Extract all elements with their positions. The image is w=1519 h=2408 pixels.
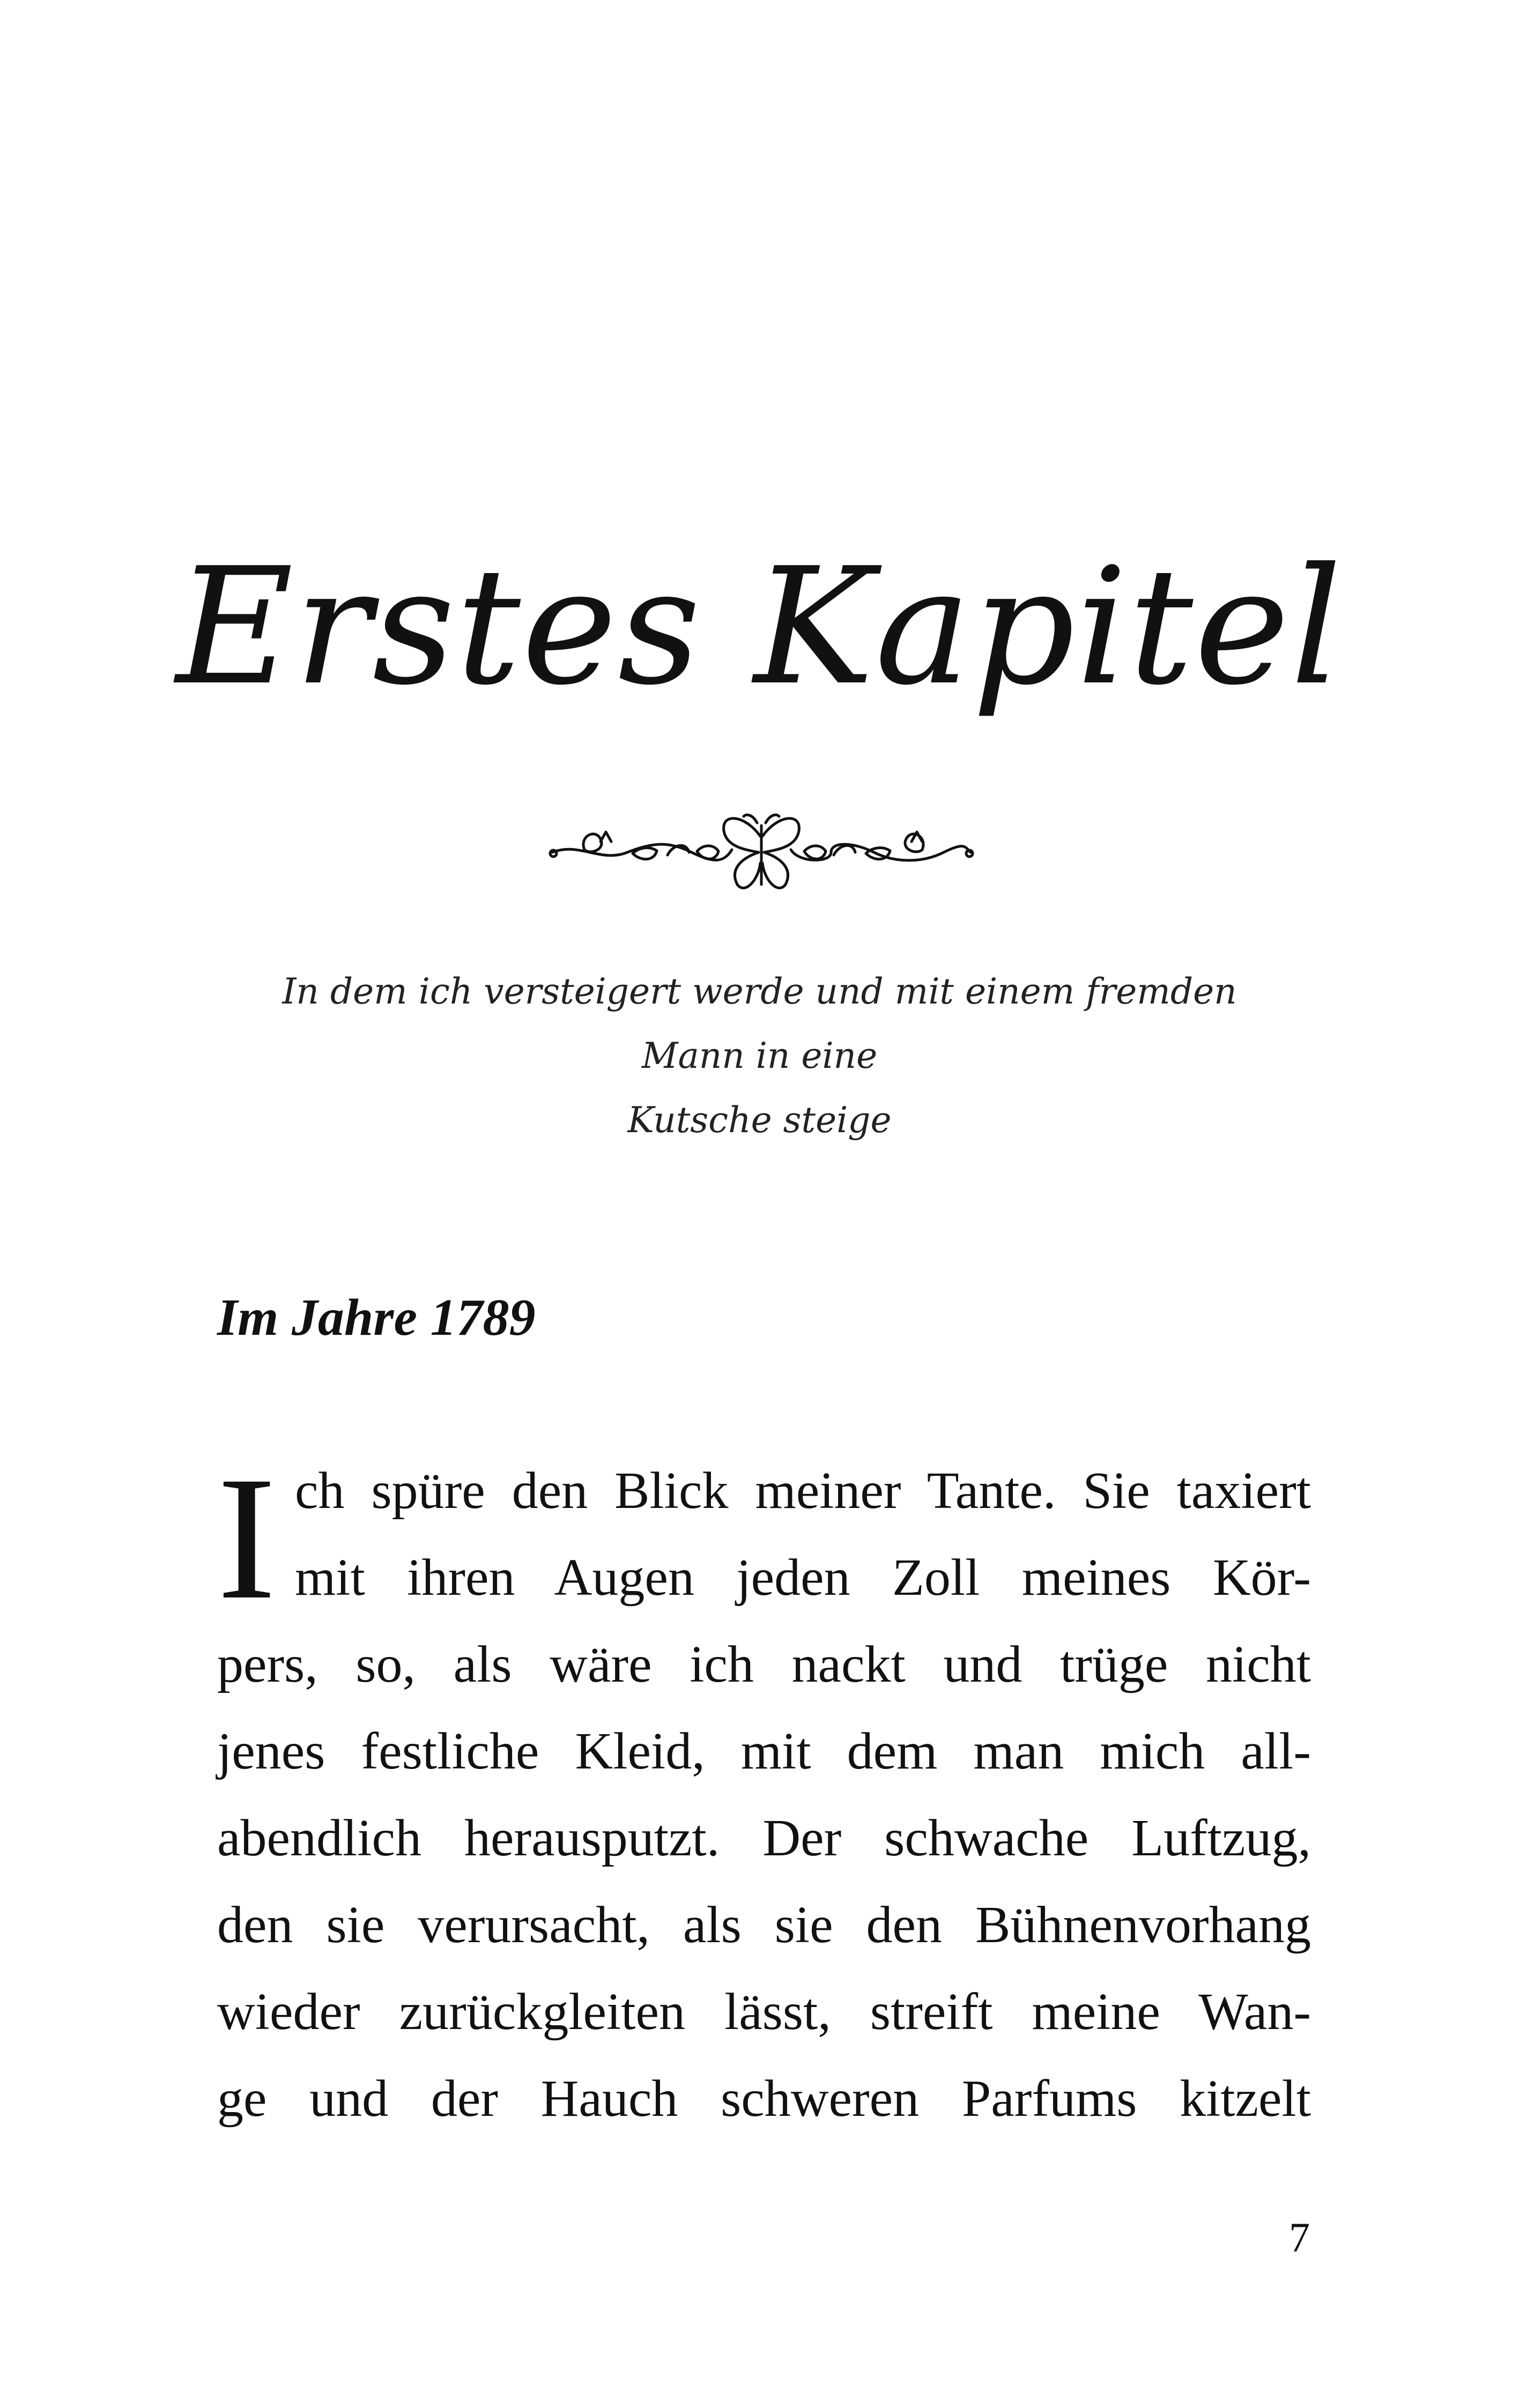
chapter-subtitle-line-1: In dem ich versteigert werde und mit einem fremden Mann in eine xyxy=(282,971,1237,1076)
body-line: abendlich herausputzt. Der schwache Luftzug, xyxy=(217,1809,1311,1867)
body-line: wieder zurückgleiten lässt, streift meine Wan- xyxy=(217,1983,1311,2041)
chapter-title: Erstes Kapitel xyxy=(176,533,1343,720)
body-line: pers, so, als wäre ich nackt und trüge nicht xyxy=(217,1636,1311,1693)
chapter-subtitle xyxy=(225,960,1294,1153)
body-paragraph xyxy=(217,1440,1311,2142)
body-line: jenes festliche Kleid, mit dem man mich all- xyxy=(217,1722,1311,1780)
body-line: den sie verursacht, als sie den Bühnenvorhang xyxy=(217,1896,1311,1954)
chapter-subtitle-line-2: Kutsche steige xyxy=(627,1099,892,1141)
body-line: ch spüre den Blick meiner Tante. Sie taxiert xyxy=(295,1462,1311,1520)
body-line: ge und der Hauch schweren Parfums kitzelt xyxy=(217,2070,1311,2128)
drop-cap: I xyxy=(217,1440,276,1636)
section-date-heading: Im Jahre 1789 xyxy=(217,1289,536,1347)
body-line: mit ihren Augen jeden Zoll meines Kör- xyxy=(295,1549,1311,1607)
butterfly-flourish-icon xyxy=(547,804,976,901)
page-number: 7 xyxy=(1289,2214,1310,2261)
